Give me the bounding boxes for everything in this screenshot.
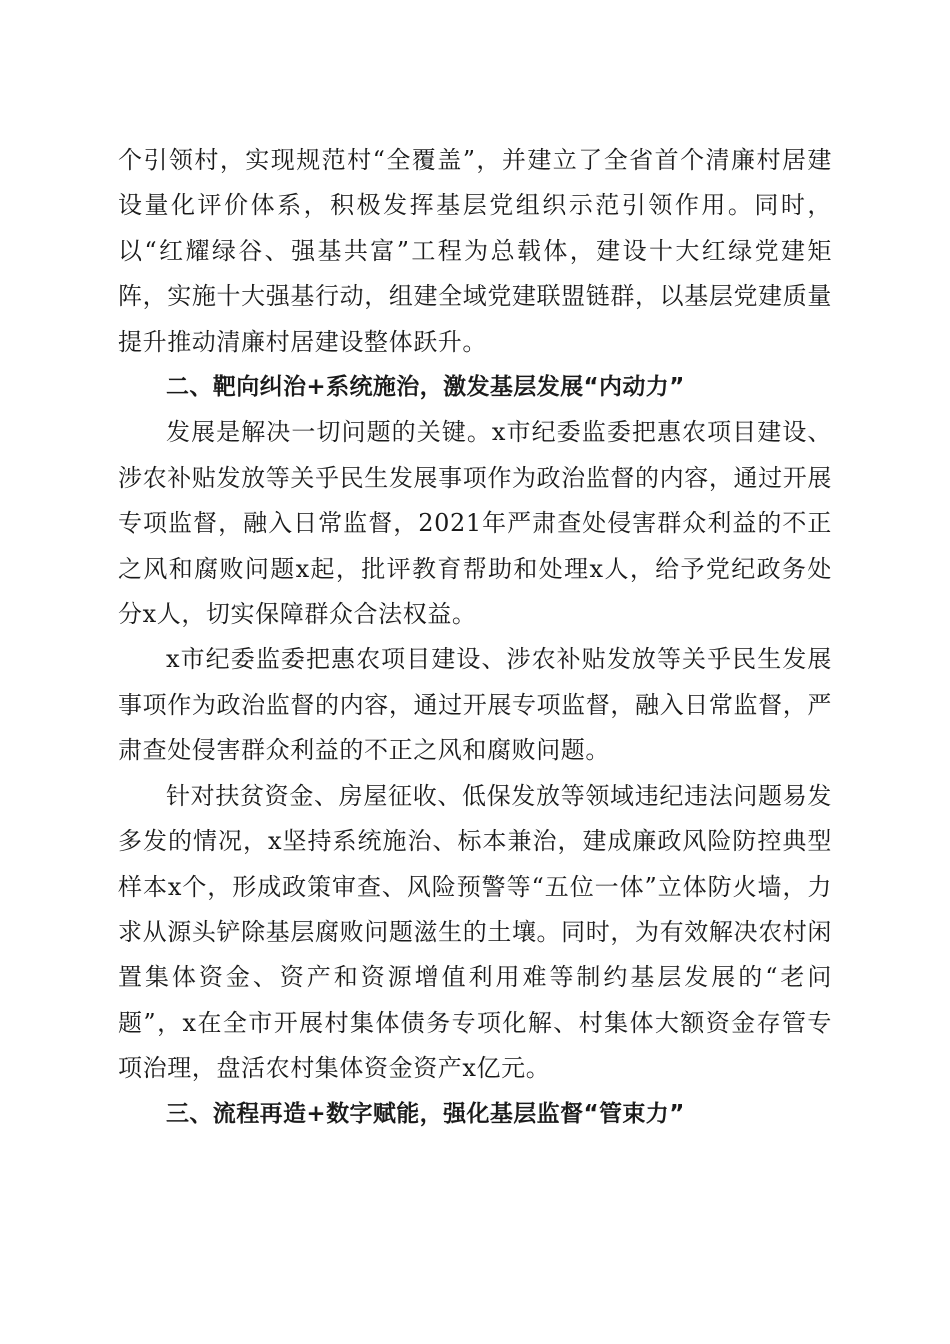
paragraph-development: 发展是解决一切问题的关键。x市纪委监委把惠农项目建设、涉农补贴发放等关乎民生发展事项作为政治监督的内容，通过开展专项监督，融入日常监督，2021年严肃查处侵害群众利益的不正之风和腐败问题x起，批评教育帮助和处理x人，给予党纪政务处分x人，切实保障群众合法权益。 (118, 418, 832, 629)
paragraph-continuation: 个引领村，实现规范村“全覆盖”，并建立了全省首个清廉村居建设量化评价体系，积极发挥基层党组织示范引领作用。同时，以“红耀绿谷、强基共富”工程为总载体，建设十大红绿党建矩阵，实施十大强基行动，组建全域党建联盟链群，以基层党建质量提升推动清廉村居建设整体跃升。 (118, 146, 832, 356)
section-heading-3: 三、流程再造+数字赋能，强化基层监督“管束力” (166, 1100, 685, 1127)
section-heading-2: 二、靶向纠治+系统施治，激发基层发展“内动力” (166, 374, 685, 401)
paragraph-supervision: x市纪委监委把惠农项目建设、涉农补贴发放等关乎民生发展事项作为政治监督的内容，通过开展专项监督，融入日常监督，严肃查处侵害群众利益的不正之风和腐败问题。 (118, 645, 832, 765)
paragraph-governance: 针对扶贫资金、房屋征收、低保发放等领域违纪违法问题易发多发的情况，x坚持系统施治、标本兼治，建成廉政风险防控典型样本x个，形成政策审查、风险预警等“五位一体”立体防火墙，力求从源头铲除基层腐败问题滋生的土壤。同时，为有效解决农村闲置集体资金、资产和资源增值利用难等制约基层发展的“老问题”，x在全市开展村集体债务专项化解、村集体大额资金存管专项治理，盘活农村集体资金资产x亿元。 (118, 781, 832, 1083)
document-body (118, 138, 832, 1137)
